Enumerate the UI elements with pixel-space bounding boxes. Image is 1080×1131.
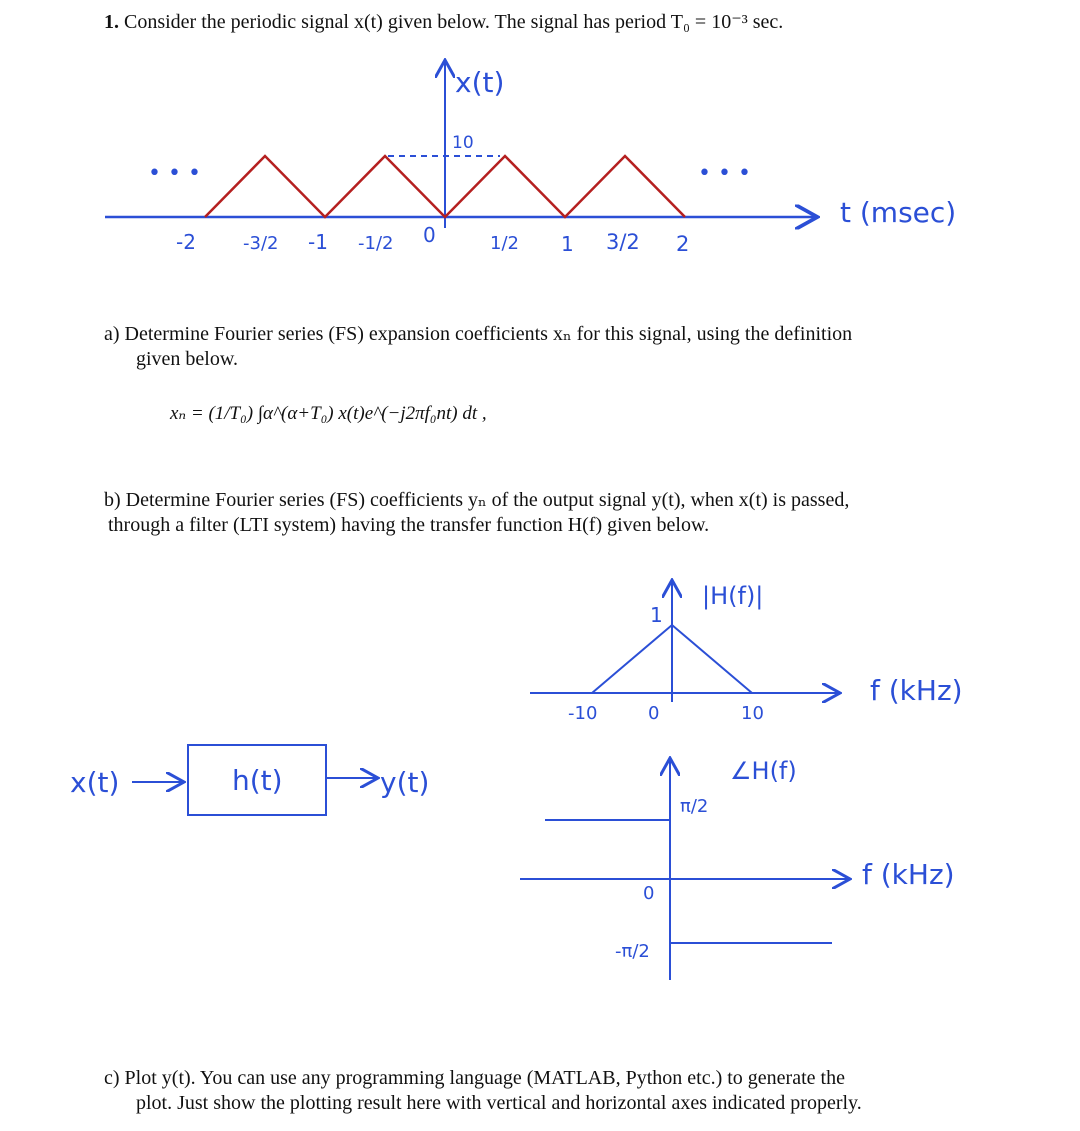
part-c-line1: Plot y(t). You can use any programming language (MATLAB, Python etc.) to generate the [124,1067,845,1089]
part-c-label: c) [104,1067,120,1089]
problem-intro-text: Consider the periodic signal x(t) given below. The signal has period T₀ = 10⁻³ sec. [124,11,784,33]
part-a-label: a) [104,323,120,345]
part-b-line1: Determine Fourier series (FS) coefficients yₙ of the output signal y(t), when x(t) is passed, [125,489,850,511]
dots-right: • • • [698,161,751,186]
signal-graph [105,62,956,256]
part-c-line2: plot. Just show the plotting result here with vertical and horizontal axes indicated properly. [136,1092,862,1114]
block-diagram [70,745,429,815]
mag-x-label: f (kHz) [870,674,963,707]
fourier-formula: xₙ = (1/T₀) ∫α^(α+T₀) x(t)e^(−j2πf₀nt) dt , [170,403,487,424]
magnitude-plot [530,582,963,724]
part-a [104,322,852,347]
mag-tick-label: 10 [741,703,764,724]
block-output-label: y(t) [380,766,430,799]
mag-y-label: |H(f)| [702,582,764,610]
phase-plot [520,757,955,980]
part-b [104,488,849,513]
tick-label: -1 [308,230,328,254]
phase-x-label: f (kHz) [862,858,955,891]
phase-upper-label: π/2 [680,796,709,817]
tick-label: -1/2 [358,233,394,254]
mag-tick-label: 0 [648,703,660,724]
system-label: h(t) [232,764,283,797]
tick-label: 1 [561,232,574,256]
signal-y-label: x(t) [455,66,505,99]
part-b-label: b) [104,489,121,511]
peak-label: 10 [452,133,474,153]
part-c [104,1066,845,1091]
tick-label: 0 [423,223,436,247]
mag-peak-label: 1 [650,603,663,627]
t-axis-label: t (msec) [840,196,957,229]
tick-label: 3/2 [606,230,640,254]
part-b-line2: through a filter (LTI system) having the transfer function H(f) given below. [108,514,710,536]
part-a-line2: given below. [136,348,239,370]
mag-tick-label: -10 [568,703,598,724]
phase-lower-label: -π/2 [615,941,650,962]
dots-left: • • • [148,161,201,186]
block-input-label: x(t) [70,766,120,799]
tick-label: -3/2 [243,233,279,254]
tick-label: 2 [676,232,690,256]
tick-label: 1/2 [490,233,519,254]
problem-number: 1. [104,11,119,33]
phase-zero-label: 0 [643,883,655,904]
tick-label: -2 [176,230,196,254]
phase-y-label: ∠H(f) [730,757,797,785]
part-a-line1: Determine Fourier series (FS) expansion coefficients xₙ for this signal, using the definition [124,323,853,345]
